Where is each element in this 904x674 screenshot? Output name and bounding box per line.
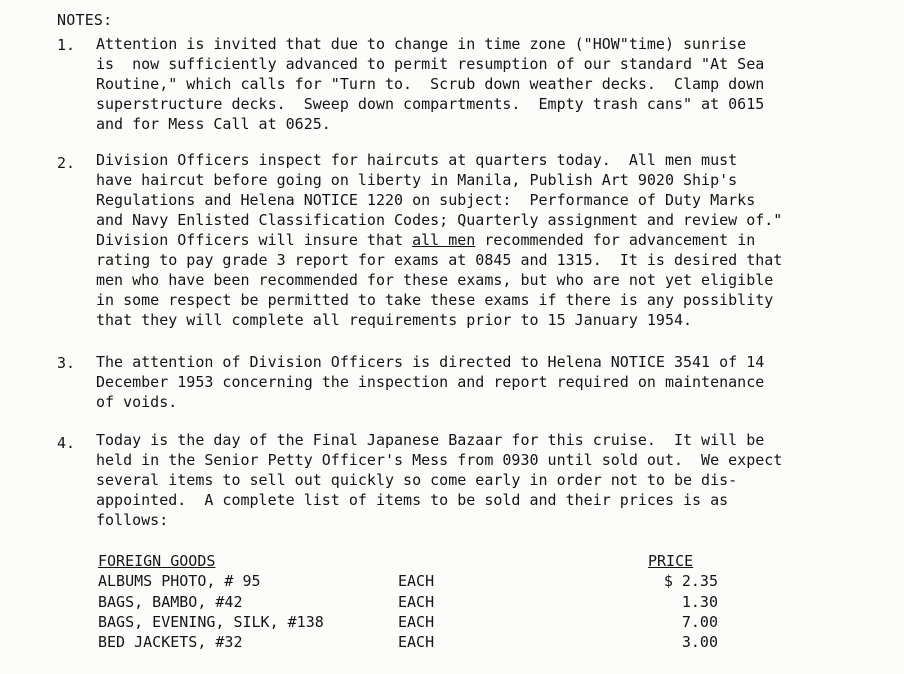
note-line: appointed. A complete list of items to be sold and their prices is as	[96, 491, 729, 509]
note-line: Attention is invited that due to change in time zone ("HOW"time) sunrise	[96, 35, 747, 53]
note-line: rating to pay grade 3 report for exams at 0845 and 1315. It is desired that	[96, 251, 783, 269]
goods-price: 7.00	[681, 613, 718, 631]
note-number: 4.	[57, 434, 76, 452]
note-line: in some respect be permitted to take these exams if there is any possiblity	[96, 291, 774, 309]
goods-item: BAGS, EVENING, SILK, #138	[98, 613, 324, 631]
note-line: Regulations and Helena NOTICE 1220 on subject: Performance of Duty Marks	[96, 191, 756, 209]
note-line: is now sufficiently advanced to permit resumption of our standard "At Sea	[96, 55, 765, 73]
note-line: of voids.	[96, 393, 178, 411]
note-number: 1.	[57, 36, 76, 54]
note-text: Division Officers will insure that	[96, 231, 413, 249]
goods-unit: EACH	[398, 613, 435, 631]
note-line: have haircut before going on liberty in Manila, Publish Art 9020 Ship's	[96, 171, 738, 189]
goods-item: BAGS, BAMBO, #42	[98, 593, 243, 611]
note-line: Today is the day of the Final Japanese Bazaar for this cruise. It will be	[96, 431, 765, 449]
goods-price: 3.00	[681, 633, 718, 651]
goods-header-item: FOREIGN GOODS	[98, 552, 216, 570]
goods-price: 1.30	[681, 593, 718, 611]
note-line: superstructure decks. Sweep down compartments. Empty trash cans" at 0615	[96, 95, 765, 113]
goods-item: ALBUMS PHOTO, # 95	[98, 572, 261, 590]
note-number: 2.	[57, 154, 76, 172]
note-line: that they will complete all requirements prior to 15 January 1954.	[96, 311, 693, 329]
note-line: Division Officers inspect for haircuts at quarters today. All men must	[96, 151, 738, 169]
goods-item: BED JACKETS, #32	[98, 633, 243, 651]
notes-heading: NOTES:	[57, 11, 113, 29]
underlined-phrase: all men	[412, 231, 476, 249]
note-line: several items to sell out quickly so come early in order not to be dis-	[96, 471, 738, 489]
note-line	[96, 230, 755, 250]
goods-unit: EACH	[398, 633, 435, 651]
goods-unit: EACH	[398, 572, 435, 590]
note-line: Routine," which calls for "Turn to. Scrub down weather decks. Clamp down	[96, 75, 765, 93]
note-line: The attention of Division Officers is directed to Helena NOTICE 3541 of 14	[96, 353, 765, 371]
note-line: held in the Senior Petty Officer's Mess from 0930 until sold out. We expect	[96, 451, 783, 469]
note-line: December 1953 concerning the inspection and report required on maintenance	[96, 373, 765, 391]
goods-header-price: PRICE	[648, 552, 694, 570]
note-line: and Navy Enlisted Classification Codes; Quarterly assignment and review of."	[96, 211, 783, 229]
note-line: men who have been recommended for these exams, but who are not yet eligible	[96, 271, 774, 289]
goods-price: $ 2.35	[663, 572, 718, 590]
note-text: recommended for advancement in	[475, 231, 756, 249]
note-number: 3.	[57, 354, 76, 372]
goods-unit: EACH	[398, 593, 435, 611]
note-line: and for Mess Call at 0625.	[96, 115, 331, 133]
note-line: follows:	[96, 511, 169, 529]
